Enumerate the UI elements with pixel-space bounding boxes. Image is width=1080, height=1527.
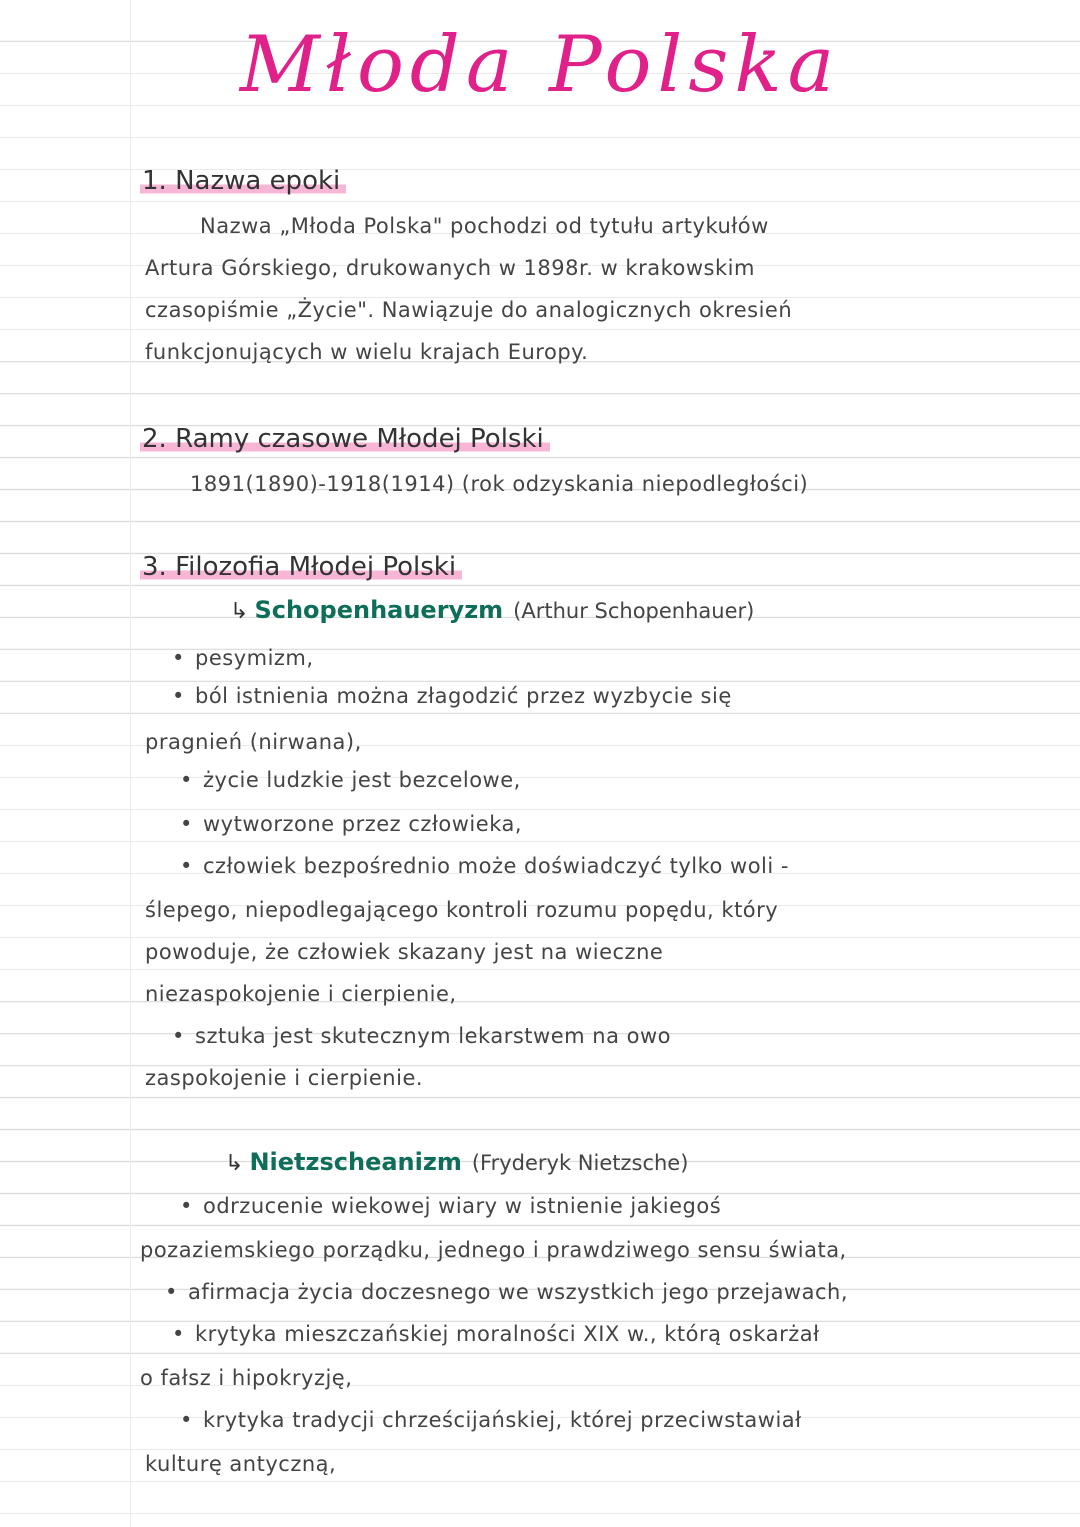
bullet-icon: • xyxy=(172,684,185,708)
bullet-icon: • xyxy=(180,812,193,836)
bullet-icon: • xyxy=(172,1322,185,1346)
schopenhauer-subheading: ↳ Schopenhaueryzm (Arthur Schopenhauer) xyxy=(230,596,755,624)
bullet-icon: • xyxy=(180,768,193,792)
nietzsche-line: o fałsz i hipokryzję, xyxy=(140,1366,353,1390)
schopenhauer-line: ślepego, niepodlegającego kontroli rozumu popędu, który xyxy=(145,898,779,922)
section-1-heading: 1. Nazwa epoki xyxy=(140,166,346,196)
schopenhauer-line: pragnień (nirwana), xyxy=(145,730,362,754)
bullet-icon: • xyxy=(172,1024,185,1048)
margin-line xyxy=(130,0,131,1527)
schopenhauer-line: niezaspokojenie i cierpienie, xyxy=(145,982,457,1006)
nietzsche-line: krytyka tradycji chrześcijańskiej, której przeciwstawiał xyxy=(203,1408,802,1432)
nietzsche-line: afirmacja życia doczesnego we wszystkich jego przejawach, xyxy=(188,1280,849,1304)
bullet-icon: • xyxy=(180,854,193,878)
nietzsche-subheading: ↳ Nietzscheanizm (Fryderyk Nietzsche) xyxy=(225,1148,689,1176)
schopenhauer-line: pesymizm, xyxy=(195,646,314,670)
schopenhauer-line: wytworzone przez człowieka, xyxy=(203,812,523,836)
schopenhauer-line: zaspokojenie i cierpienie. xyxy=(145,1066,424,1090)
page-title: Młoda Polska xyxy=(239,20,841,110)
arrow-icon: ↳ xyxy=(225,1151,244,1176)
section-1-line: czasopiśmie „Życie". Nawiązuje do analogicznych okresień xyxy=(145,298,793,322)
bullet-icon: • xyxy=(172,646,185,670)
nietzsche-line: krytyka mieszczańskiej moralności XIX w., którą oskarżał xyxy=(195,1322,820,1346)
schopenhauer-line: ból istnienia można złagodzić przez wyzbycie się xyxy=(195,684,732,708)
nietzsche-line: pozaziemskiego porządku, jednego i prawdziwego sensu świata, xyxy=(140,1238,847,1262)
arrow-icon: ↳ xyxy=(230,599,249,624)
schopenhauer-line: człowiek bezpośrednio może doświadczyć tylko woli - xyxy=(203,854,789,878)
section-1-line: funkcjonujących w wielu krajach Europy. xyxy=(145,340,589,364)
schopenhauer-line: życie ludzkie jest bezcelowe, xyxy=(203,768,521,792)
section-3-heading: 3. Filozofia Młodej Polski xyxy=(140,552,462,582)
bullet-icon: • xyxy=(180,1194,193,1218)
nietzsche-line: kulturę antyczną, xyxy=(145,1452,337,1476)
nietzsche-line: odrzucenie wiekowej wiary w istnienie jakiegoś xyxy=(203,1194,722,1218)
schopenhauer-line: sztuka jest skutecznym lekarstwem na owo xyxy=(195,1024,671,1048)
section-2-heading: 2. Ramy czasowe Młodej Polski xyxy=(140,424,550,454)
section-1-line: Artura Górskiego, drukowanych w 1898r. w krakowskim xyxy=(145,256,755,280)
bullet-icon: • xyxy=(165,1280,178,1304)
schopenhauer-line: powoduje, że człowiek skazany jest na wieczne xyxy=(145,940,664,964)
bullet-icon: • xyxy=(180,1408,193,1432)
section-2-line: 1891(1890)-1918(1914) (rok odzyskania niepodległości) xyxy=(190,472,809,496)
section-1-line: Nazwa „Młoda Polska" pochodzi od tytułu artykułów xyxy=(200,214,769,238)
